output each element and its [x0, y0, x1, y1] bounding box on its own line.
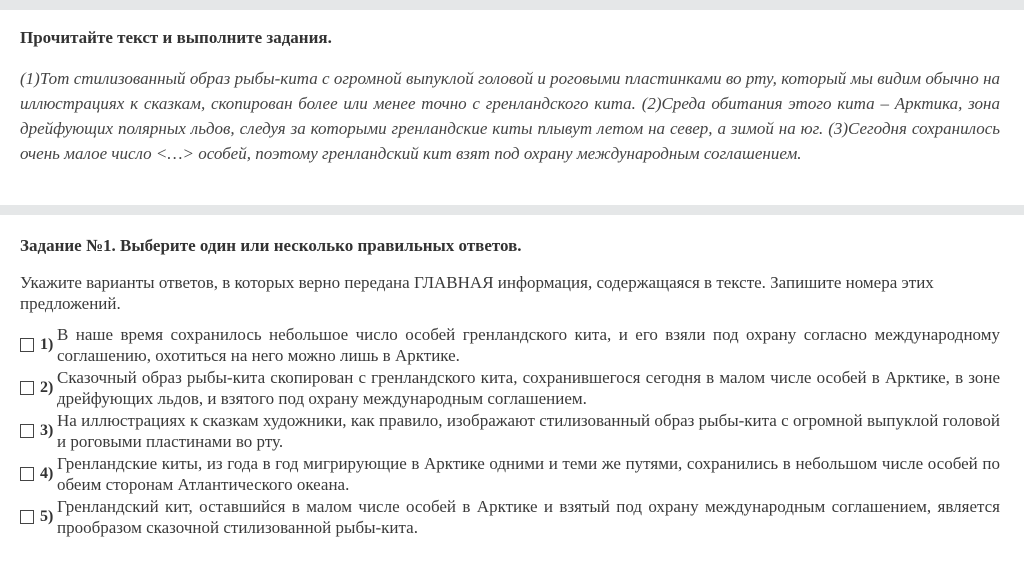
task-heading: Задание №1. Выберите один или несколько правильных ответов.: [20, 236, 522, 255]
top-band: [0, 0, 1024, 10]
text-heading: Прочитайте текст и выполните задания.: [20, 28, 332, 47]
option-number: 3): [40, 422, 54, 439]
answer-option-2: [20, 367, 1000, 409]
option-number: 4): [40, 465, 54, 482]
option-text: В наше время сохранилось небольшое число особей гренландского кита, и его взяли под охрану согласно международному соглашению, охотиться на него можно лишь в Арктике.: [57, 325, 1000, 365]
answer-option-3: [20, 410, 1000, 452]
answer-checkbox-4[interactable]: [20, 467, 34, 481]
option-number: 5): [40, 508, 54, 525]
option-text: Гренландский кит, оставшийся в малом числе особей в Арктике и взятый под охрану международным соглашением, является прообразом сказочной стилизованной рыбы-кита.: [57, 497, 1000, 537]
option-text: На иллюстрациях к сказкам художники, как правило, изображают стилизованный образ рыбы-кита с огромной выпуклой головой и роговыми пластинами во рту.: [57, 411, 1000, 451]
answer-option-1: [20, 324, 1000, 366]
answer-option-5: [20, 496, 1000, 538]
task-card: [0, 215, 1024, 577]
answer-checkbox-2[interactable]: [20, 381, 34, 395]
option-number: 2): [40, 379, 54, 396]
text-card: [0, 10, 1024, 205]
answer-checkbox-3[interactable]: [20, 424, 34, 438]
task-instruction: Укажите варианты ответов, в которых верно передана ГЛАВНАЯ информация, содержащаяся в тексте. Запишите номера этих предложений.: [20, 273, 934, 313]
passage-text: (1)Тот стилизованный образ рыбы-кита с огромной выпуклой головой и роговыми пластинками во рту, который мы видим обычно на иллюстрациях к сказкам, скопирован более или менее точно с гренландского кита. (2)Среда обитания этого кита – Арктика, зона дрейфующих полярных льдов, следуя за которыми гренландские киты плывут летом на север, а зимой на юг. (3)Сегодня сохранилось очень малое число <…> особей, поэтому гренландский кит взят под охрану международным соглашением.: [20, 69, 1000, 163]
answer-checkbox-1[interactable]: [20, 338, 34, 352]
option-number: 1): [40, 336, 54, 353]
option-text: Сказочный образ рыбы-кита скопирован с гренландского кита, сохранившегося сегодня в малом числе особей в Арктике, в зоне дрейфующих льдов, и взятого под охрану международным соглашением.: [57, 368, 1000, 408]
answer-checkbox-5[interactable]: [20, 510, 34, 524]
answer-options: [20, 324, 1000, 538]
option-text: Гренландские киты, из года в год мигрирующие в Арктике одними и теми же путями, сохранились в небольшом числе особей по обеим сторонам Атлантического океана.: [57, 454, 1000, 494]
section-divider: [0, 205, 1024, 215]
answer-option-4: [20, 453, 1000, 495]
